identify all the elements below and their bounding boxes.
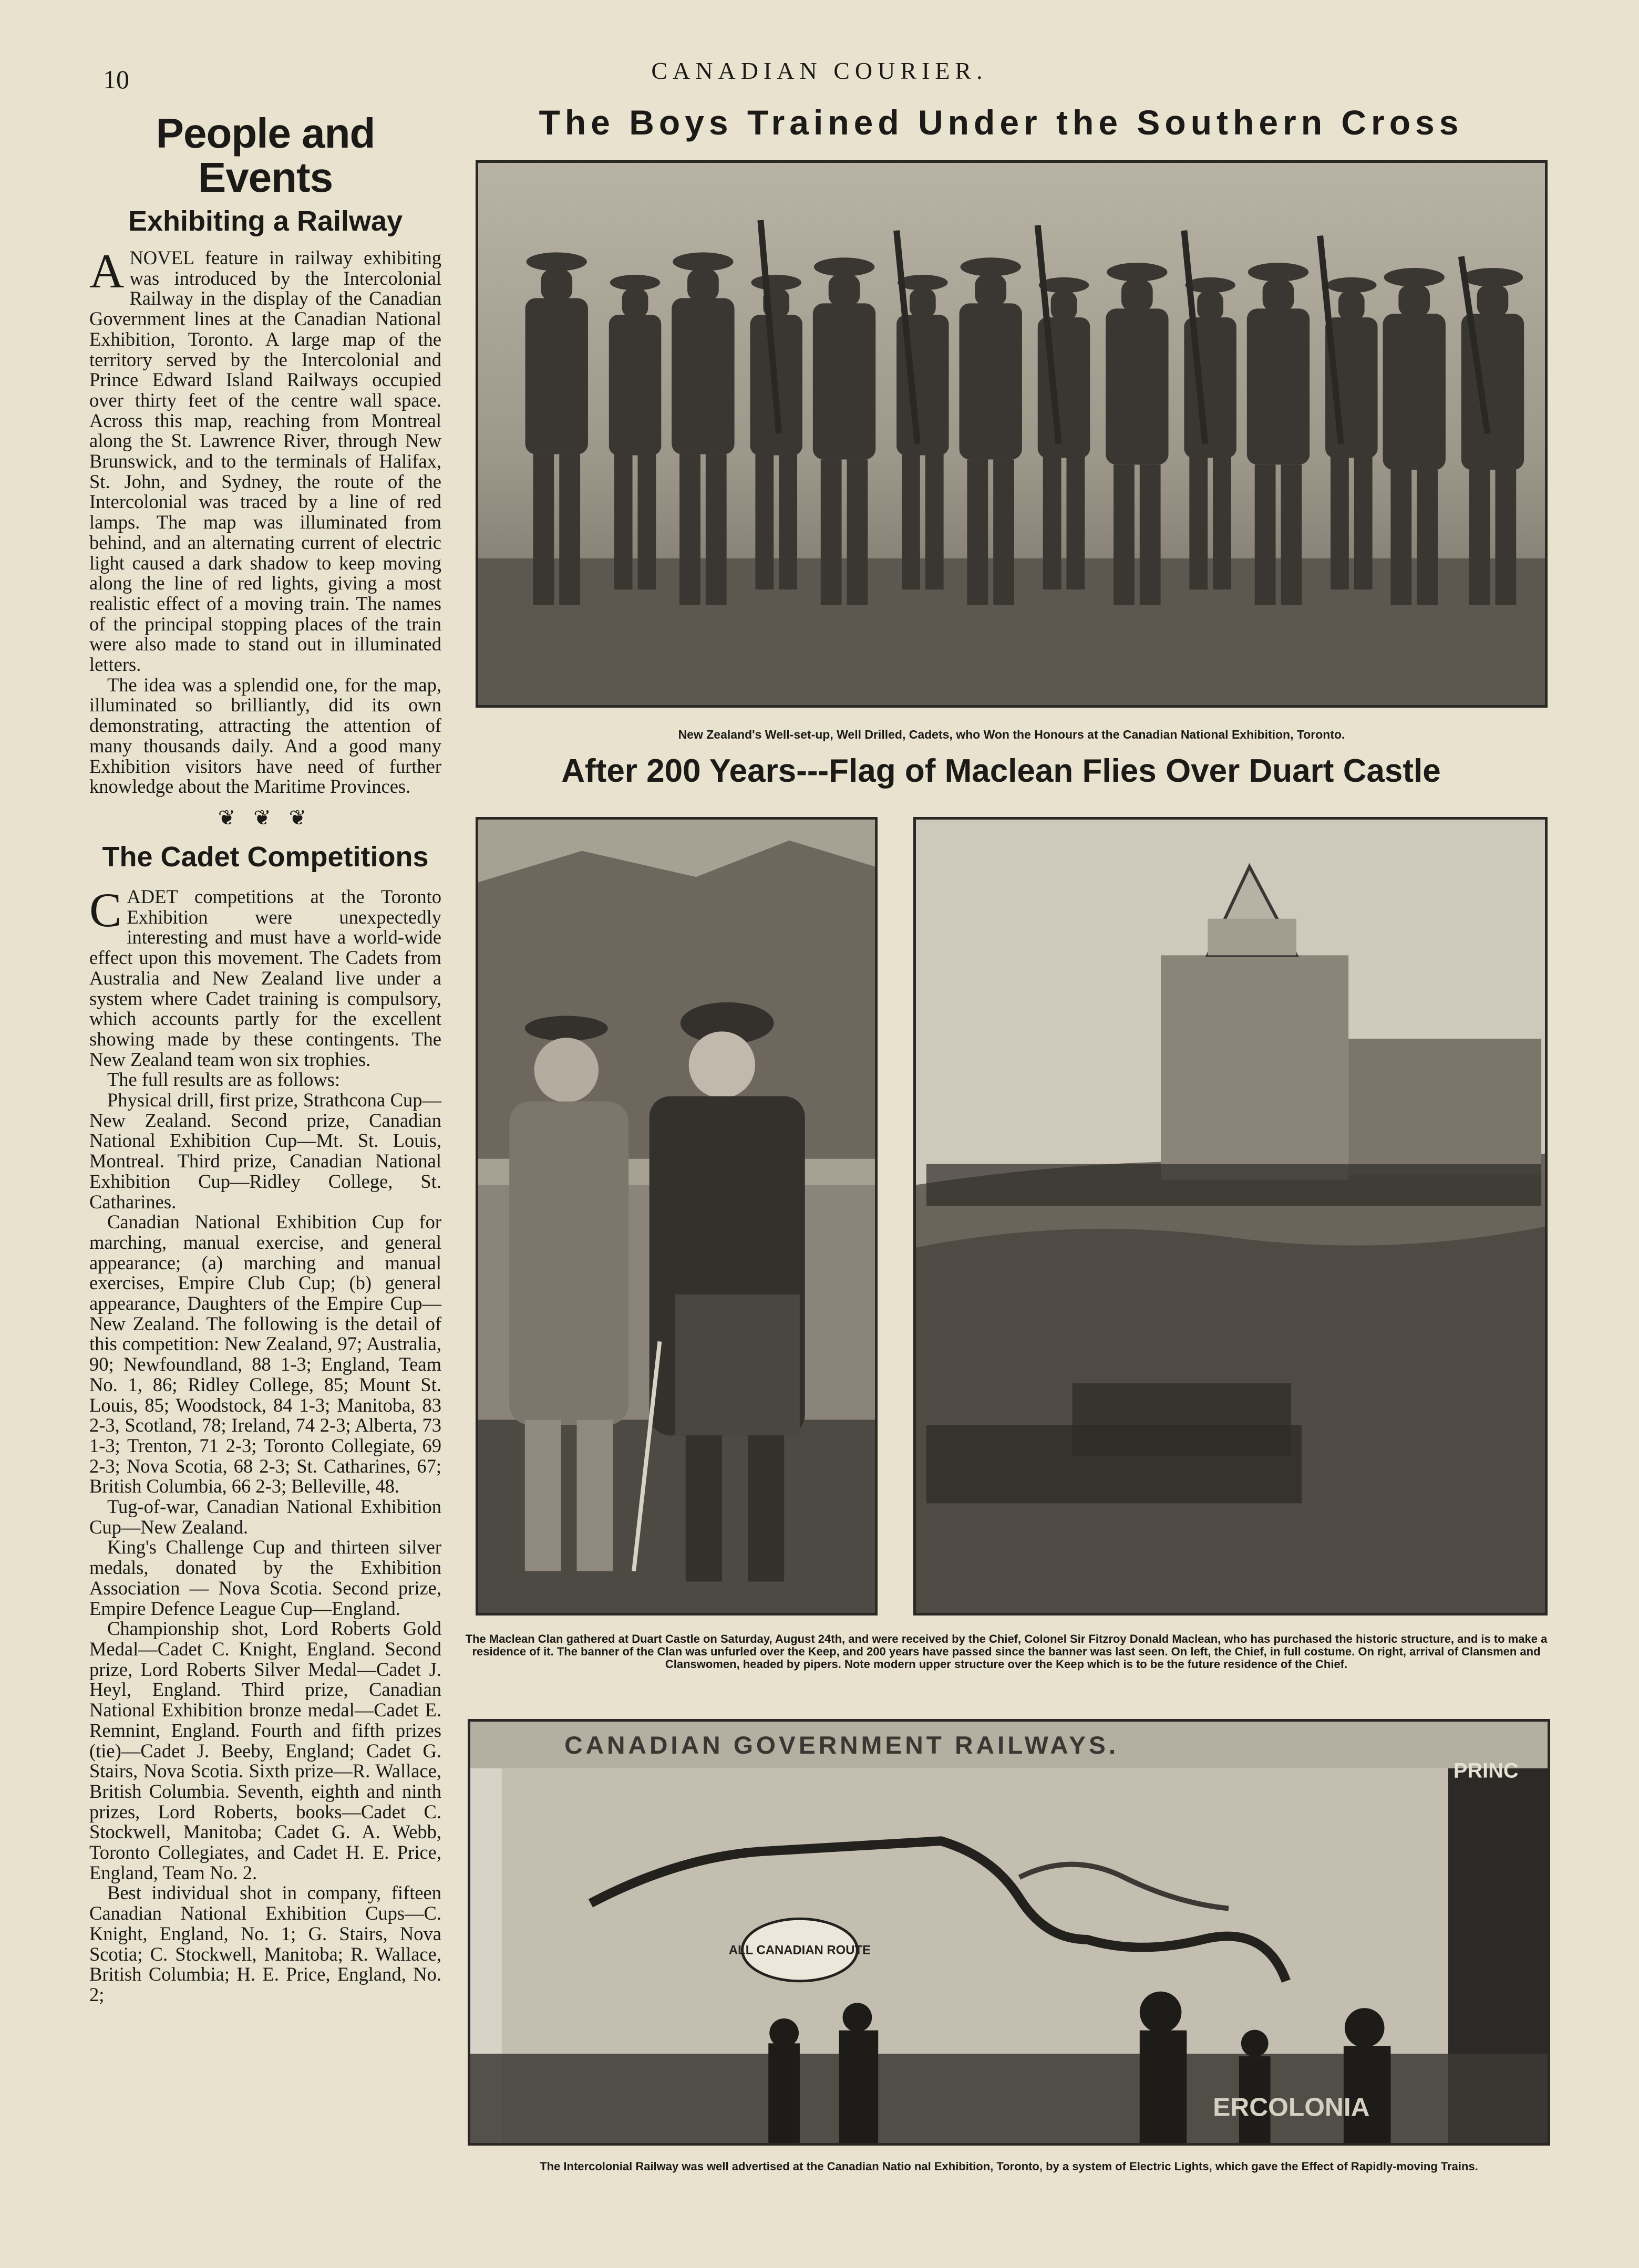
cadet-results-tug-of-war: Tug-of-war, Canadian National Exhibition Cup—New Zealand.	[89, 1496, 441, 1538]
caption-railway: The Intercolonial Railway was well advertised at the Canadian Natio nal Exhibition, Toronto, by a system of Electric Lights, which gave the Effect of Rapidly-moving Trains.	[540, 2160, 1478, 2173]
page-number: 10	[103, 65, 129, 94]
caption-castle: The Maclean Clan gathered at Duart Castle on Saturday, August 24th, and were received by the Chief, Colonel Sir Fitzroy Donald Maclean, who has purchased the historic structure, and is to make a residence of it. The banner of the Clan was unfurled over the Keep, and 200 years have passed since the banner was last seen. On left, the Chief, in full costume. On right, arrival of Clansmen and Clanswomen, headed by pipers. Note modern upper structure over the Keep which is to be the future residence of the Chief.	[465, 1632, 1548, 1671]
cadets-illustration	[478, 163, 1545, 705]
cadet-article-paragraph	[89, 883, 441, 1070]
headline-castle: After 200 Years---Flag of Maclean Flies Over Duart Castle	[561, 753, 1441, 789]
railway-map-illustration	[470, 1722, 1548, 2143]
map-header-sign-right: PRINC	[1453, 1759, 1519, 1783]
railway-article-paragraph-2: The idea was a splendid one, for the map, illuminated so brilliantly, did its own demonstrating, attracting the attention of many thousands daily. And a good many Exhibition visitors have need of further knowledge about the Maritime Provinces.	[89, 674, 441, 798]
cadet-article-text: ADET competitions at the Toronto Exhibition were unexpectedly interesting and must have a world-wide effect upon this movement. The Cadets from Australia and New Zealand live under a system where Cadet training is compulsory, which accounts partly for the excellent showing made by these contingents. The New Zealand team won six trophies.	[89, 885, 441, 1070]
cadets-photo	[476, 160, 1548, 708]
drop-cap: C	[89, 883, 122, 937]
duart-castle-illustration	[916, 820, 1545, 1613]
cadet-results-individual-shot: Best individual shot in company, fifteen Canadian National Exhibition Cups—C. Knight, England, No. 1; G. Stairs, Nova Scotia; C. Stockwell, Manitoba; R. Wallace, British Columbia; H. E. Price, England, No. 2;	[89, 1882, 441, 2005]
headline-cadets: The Boys Trained Under the Southern Cross	[539, 103, 1463, 142]
drop-cap: A	[89, 244, 125, 298]
section-ornament: ❦ ❦ ❦	[218, 805, 313, 830]
railway-article-text: NOVEL feature in railway exhibiting was introduced by the Intercolonial Railway in the display of the Canadian Government lines at the Canadian National Exhibition, Toronto. A large map of the territory served by the Intercolonial and Prince Edward Island Railways occupied over thirty feet of the centre wall space. Across this map, reaching from Montreal along the St. Lawrence River, through New Brunswick, and to the terminals of Halifax, St. John, and Sydney, the route of the Intercolonial was traced by a line of red lamps. The map was illuminated from behind, and an alternating current of electric light caused a dark shadow to keep moving along the line of red lights, giving a most realistic effect of a moving train. The names of the principal stopping places of the train were also made to stand out in illuminated letters.	[89, 247, 441, 676]
map-header-sign: CANADIAN GOVERNMENT RAILWAYS.	[564, 1732, 1119, 1760]
map-route-sign: ALL CANADIAN ROUTE	[728, 1943, 871, 1958]
clan-chief-illustration	[478, 820, 875, 1613]
cadet-results-intro: The full results are as follows:	[107, 1069, 340, 1091]
running-head: CANADIAN COURIER.	[651, 57, 988, 84]
railway-map-photo	[468, 1719, 1550, 2146]
cadet-results-championship-shot: Championship shot, Lord Roberts Gold Medal—Cadet C. Knight, England. Second prize, Lord Roberts Silver Medal—Cadet J. Heyl, England. Third prize, Canadian National Exhibition bronze medal—Cadet E. Remnint, England. Fourth and fifth prizes (tie)—Cadet J. Beeby, England; Cadet G. Stairs, Nova Scotia. Sixth prize—R. Wallace, British Columbia. Seventh, eighth and ninth prizes, Lord Roberts, books—Cadet C. Stockwell, Manitoba; Cadet G. A. Webb, Toronto Collegiates, and Cadet H. E. Price, England, Team No. 2.	[89, 1618, 441, 1883]
caption-cadets: New Zealand's Well-set-up, Well Drilled, Cadets, who Won the Honours at the Canadian National Exhibition, Toronto.	[678, 728, 1345, 741]
section-title: People and Events	[156, 110, 375, 201]
railway-article-title: Exhibiting a Railway	[128, 205, 403, 237]
left-column	[89, 105, 441, 2005]
railway-article-paragraph	[89, 244, 441, 676]
cadet-results-marching: Canadian National Exhibition Cup for marching, manual exercise, and general appearance; (a) marching and manual exercises, Empire Club Cup; (b) general appearance, Daughters of the Empire Cup—New Zealand. The following is the detail of this competition: New Zealand, 97; Australia, 90; Newfoundland, 88 1-3; England, Team No. 1, 86; Ridley College, 85; Mount St. Louis, 85; Woodstock, 84 1-3; Manitoba, 83 2-3, Scotland, 78; Ireland, 74 2-3; Alberta, 73 1-3; Trenton, 71 2-3; Toronto Collegiate, 69 2-3; Nova Scotia, 68 2-3; St. Catharines, 67; British Columbia, 66 2-3; Belleville, 48.	[89, 1211, 441, 1497]
map-lower-sign: ERCOLONIA	[1213, 2092, 1370, 2122]
cadet-results-kings-cup: King's Challenge Cup and thirteen silver medals, donated by the Exhibition Association — Nova Scotia. Second prize, Empire Defence League Cup—England.	[89, 1536, 441, 1619]
clan-chief-photo	[476, 817, 878, 1615]
cadet-article-title: The Cadet Competitions	[102, 841, 429, 873]
duart-castle-photo	[913, 817, 1548, 1615]
cadet-results-drill: Physical drill, first prize, Strathcona Cup—New Zealand. Second prize, Canadian National Exhibition Cup—Mt. St. Louis, Montreal. Third prize, Canadian National Exhibition Cup—Ridley College, St. Catharines.	[89, 1089, 441, 1213]
